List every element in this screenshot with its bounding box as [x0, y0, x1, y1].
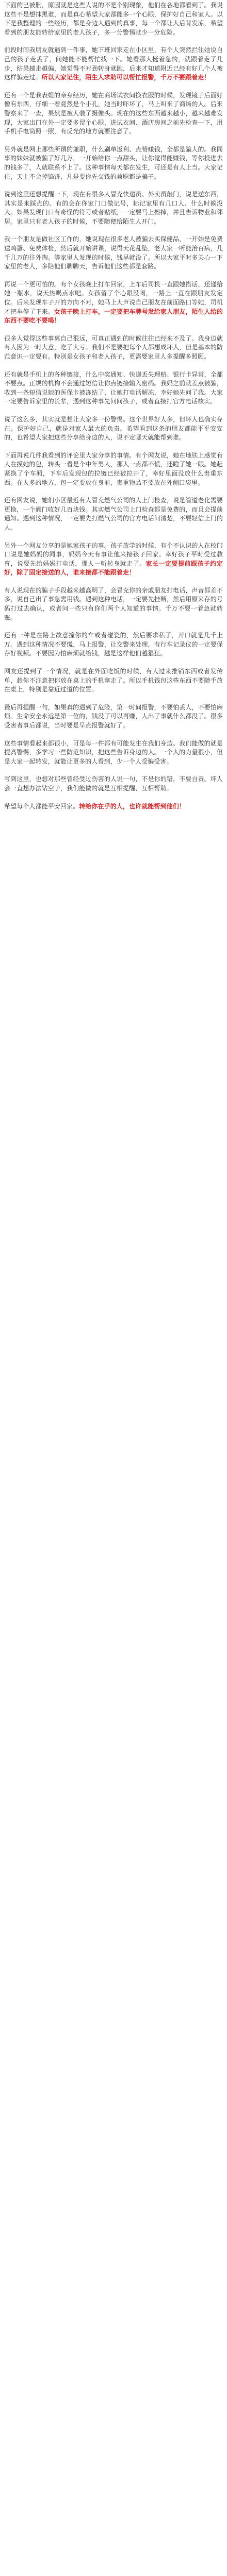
article-paragraph: 很多人觉得这些事离自己很远，可真正遇到的时候往往已经来不及了。我身边就有人因为一时大意，吃了大亏。我们不是要把每个人都想成坏人，但是基本的防范意识一定要有。特别是女孩子和老人孩子，更需要家里人多提醒多照顾。	[4, 334, 223, 360]
article-paragraph: 这些事情看起来都很小，可是每一件都有可能发生在我们身边。我们能做的就是提高警惕，多学习一些防范知识，把这些告诉身边的人。一个人的力量很小，但是大家一起转发，就能让更多的人看到，少一个人受骗受害。	[4, 739, 223, 765]
article-paragraph: 前段时间我朋友就遇到一件事，她下班回家走在小区里，有个人突然拦住她说自己的孩子走丢了，问她能不能帮忙找一下。她看那人挺着急的，就跟着走了几步，结果越走越偏，她觉得不对劲转身就跑，后来才知道附近已经有好几个人被这样骗走过。所以大家记住，陌生人求助可以帮忙报警，千万不要跟着走！	[4, 46, 223, 81]
article-paragraph: 下面再说几件我看到的评论里大家分享的事情。有个网友说，她在地铁上感觉有人在摸她的包，转头一看是个中年男人，那人一点都不慌，还瞪了她一眼。她赶紧换了个车厢，下车后发现包的拉链已经被拉开了，幸好里面没放什么贵重东西。在人多的地方，包一定要放在身前，贵重物品不要放在外侧口袋里。	[4, 451, 223, 486]
article-paragraph: 还有就是手机上的各种链接，什么中奖通知、快递丢失理赔、银行卡异常，全都不要点。正规的机构不会通过短信让你点链接输入密码。我妈之前就差点被骗，收到一条短信说她的医保卡被冻结了，让她打电话解冻，幸好她先问了我。大家一定要告诉家里的长辈，遇到这种事先问问孩子，或者直接打官方电话核实。	[4, 370, 223, 405]
article-paragraph: 还有网友说，她们小区最近有人冒充燃气公司的人上门检查，说是管道老化需要更换，一个阀门收好几百块钱。其实燃气公司上门检查都是免费的，而且会提前通知。遇到这种情况，一定要先打燃气公司的官方电话问清楚，不要轻信上门的人。	[4, 497, 223, 531]
article-paragraph: 我一个朋友是做社区工作的，她说现在很多老人被骗去买保健品，一开始是免费送鸡蛋、免费体检，然后就开始讲课，说得天花乱坠，老人家一听能治百病，几千几万的往外掏。等家里人发现的时候，钱早就没了。所以大家平时多关心一下家里的老人，多陪他们聊聊天，告诉他们这些都是套路。	[4, 235, 223, 270]
article-paragraph: 另外一个网友分享的是她家孩子的事。孩子放学的时候，有个不认识的人在校门口说是她妈妈的同事，妈妈今天有事让他来接孩子回家。幸好孩子平时受过教育，说要先给妈妈打电话，那人一听转身就走了。家长一定要提前跟孩子约定好，除了固定接送的人，谁来接都不能跟着走！	[4, 541, 223, 577]
highlighted-warning: 家长一定要提前跟孩子约定好，除了固定接送的人，谁来接都不能跟着走！	[4, 560, 223, 577]
article-paragraph: 有人说现在的骗子手段越来越高明了，会冒充你的亲戚朋友打电话，声音都差不多，说自己出了事急需用钱。遇到这种电话，一定要先挂断，然后用原来存的号码打过去确认，或者问一些只有你们两个人知道的事情。千万不要一着急就转账。	[4, 586, 223, 621]
article-paragraph: 说了这么多，其实就是想让大家多一份警惕。这个世界好人多，但坏人也确实存在。保护好自己，就是对家人最大的负责。希望看到这条的朋友都能平平安安的，也希望大家把这些分享给身边的人，说不定哪天就能帮到谁。	[4, 415, 223, 442]
article-body	[4, 0, 223, 811]
article-paragraph: 写到这里，也想对那些曾经受过伤害的人说一句，不是你的错，不要自责。坏人会一直想办法钻空子，我们能做的就是互相提醒、互相帮助。	[4, 775, 223, 792]
highlighted-warning: 所以大家记住，陌生人求助可以帮忙报警，千万不要跟着走！	[41, 74, 210, 81]
article-paragraph: 另外就是网上那些所谓的兼职，什么刷单返利、点赞赚钱，全都是骗人的。我同事的妹妹就被骗了好几万，一开始给你一点甜头，让你觉得能赚钱，等你投进去的钱多了，人就联系不上了。这种事情每天都在发生，可还是有人上当。大家记住，天上不会掉馅饼，凡是要你先交钱的兼职都是骗子。	[4, 145, 223, 180]
article-paragraph: 还有一个是我表姐的亲身经历，她在商场试衣间换衣服的时候，发现镜子后面好像有东西，仔细一看竟然是个小孔，她当时吓坏了，马上叫来了商场的人。后来警察来了一查，果然是被人装了摄像头。现在的这些东西越来越小，越来越难发现，大家出门在外一定要多留个心眼，进试衣间、酒店房间之前先检查一下，用手机手电筒照一照，有反光的地方就要注意了。	[4, 91, 223, 135]
article-paragraph: 再说一个更可怕的。有个女孩晚上打车回家，上车后司机一直跟她搭话，还递给她一瓶水，说天热喝点水吧。女孩留了个心眼没喝，一路上一直在跟朋友发定位。后来发现车子开的方向不对，她马上大声说自己朋友在前面路口等她，司机才把车停了下来。女孩子晚上打车，一定要把车牌号发给家人朋友，陌生人给的东西不要吃不要喝！	[4, 280, 223, 325]
highlighted-warning: 转给你在乎的人，也许就能帮到他们！	[79, 802, 185, 810]
article-paragraph: 下面的已被删，原因就是这些人说的不是个别现象，他们在各地都看到了。我说这些不是想抹黑谁，而是真心希望大家都能多一个心眼，保护好自己和家人。以下是我整理的一些经历，都是身边人遇到的真事，每一个都让人后背发凉，希望看到的朋友能转给家里的老人孩子，多一分警惕就少一分危险。	[4, 2, 223, 36]
article-paragraph: 希望每个人都能平安回家。转给你在乎的人，也许就能帮到他们！	[4, 802, 185, 810]
highlighted-warning: 女孩子晚上打车，一定要把车牌号发给家人朋友，陌生人给的东西不要吃不要喝！	[4, 308, 223, 325]
article-paragraph: 说到这里还想提醒一下，现在有很多人冒充快递员、外卖员敲门，说是送东西，其实是来踩点的。有的会在你家门口做记号，标记家里有几口人、什么时候没人。如果发现门口有奇怪的符号或者贴纸，一定要马上擦掉，并且告诉物业和邻居。家里只有老人孩子的时候，不要随便给陌生人开门。	[4, 191, 223, 225]
article-paragraph: 最后再提醒一句，如果真的遇到了危险，第一时间报警，不要怕丢人，不要怕麻烦。生命安全永远是第一位的，钱没了可以再赚，人出了事就什么都没了。很多受害者事后都说，当时要是早点报警就好了。	[4, 703, 223, 729]
article-paragraph: 还有一种是在路上故意撞你的车或者碰瓷的，然后要求私了，开口就是几千上万。遇到这种情况不要慌，马上报警，让交警来处理，有行车记录仪的一定要保存好视频。不要因为怕麻烦就给钱，越是这样他们越猖狂。	[4, 632, 223, 657]
article-paragraph: 网友还提到了一个情况，就是在外面吃饭的时候，有人过来推销东西或者发传单，趁你不注意把你放在桌上的手机拿走了。所以手机钱包这些东西不要随手放在桌上，特别是靠近过道的位置。	[4, 668, 223, 693]
